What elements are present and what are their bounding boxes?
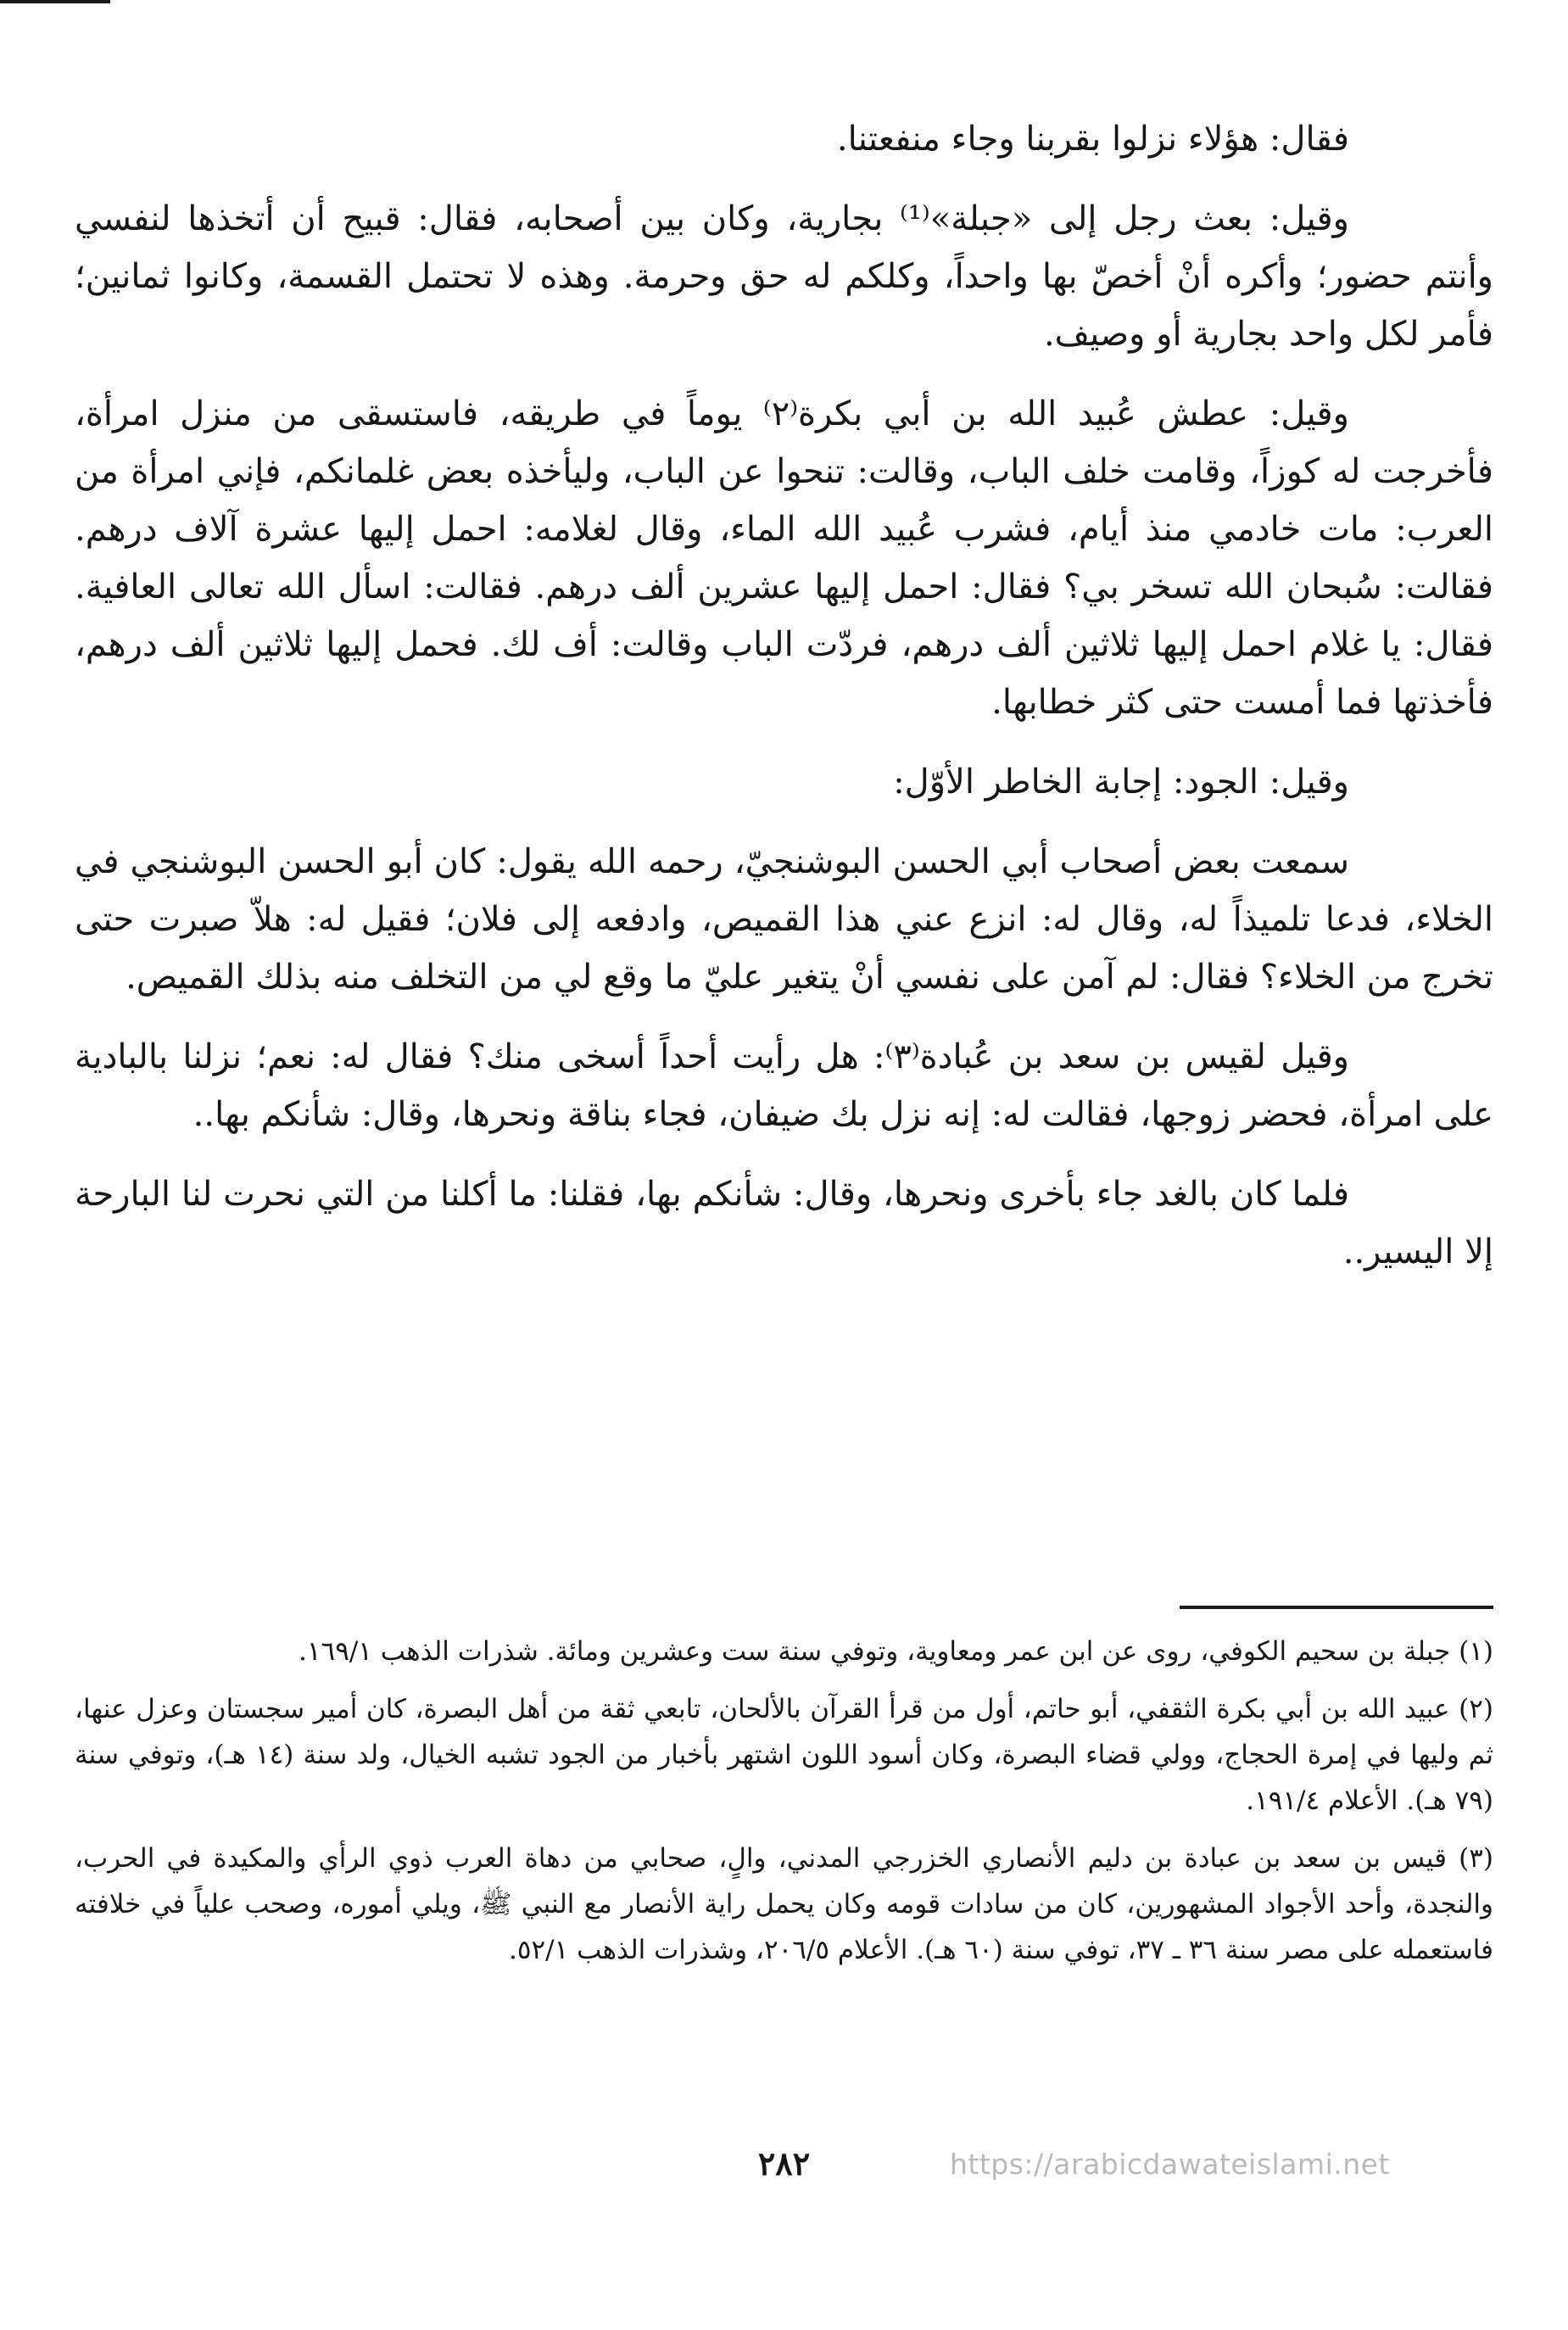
footnote-separator [1180, 1606, 1493, 1609]
footnote-1: (١) جبلة بن سحيم الكوفي، روى عن ابن عمر ومعاوية، وتوفي سنة ست وعشرين ومائة. شذرات الذهب ١٦٩/١. [299, 1636, 1493, 1667]
footnotes [75, 1629, 1493, 1985]
watermark-url: https://arabicdawateislami.net [950, 2148, 1390, 2181]
paragraph-7: فلما كان بالغد جاء بأخرى ونحرها، وقال: شأنكم بها، فقلنا: ما أكلنا من التي نحرت لنا البارحة إلا اليسير.. [75, 1175, 1493, 1271]
top-edge-rule [0, 0, 110, 3]
paragraph-5: سمعت بعض أصحاب أبي الحسن البوشنجيّ، رحمه الله يقول: كان أبو الحسن البوشنجي في الخلاء، فدعا تلميذاً له، وقال له: انزع عني هذا القميص، وادفعه إلى فلان؛ فقيل له: هلاّ صبرت حتى تخرج من الخلاء؟ فقال: لم آمن على نفسي أنْ يتغير عليّ ما وقع لي من التخلف منه بذلك القميص. [75, 842, 1493, 997]
footnote-3: (٣) قيس بن سعد بن عبادة بن دليم الأنصاري الخزرجي المدني، والٍ، صحابي من دهاة العرب ذوي الرأي والمكيدة في الحرب، والنجدة، وأحد الأجواد المشهورين، كان من سادات قومه وكان يحمل راية الأنصار مع النبي ﷺ، ويلي أموره، وصحب علياً في خلافته فاستعمله على مصر سنة ٣٦ ـ ٣٧، توفي سنة (٦٠ هـ). الأعلام ٢٠٦/٥، وشذرات الذهب ٥٢/١. [75, 1843, 1493, 1965]
paragraph-1: فقال: هؤلاء نزلوا بقربنا وجاء منفعتنا. [836, 120, 1349, 159]
page-number: ٢٨٢ [757, 2144, 811, 2182]
footnote-2: (٢) عبيد الله بن أبي بكرة الثقفي، أبو حاتم، أول من قرأ القرآن بالألحان، تابعي ثقة من أهل البصرة، كان أمير سجستان وعزل عنها، ثم وليها في إمرة الحجاج، وولي قضاء البصرة، وكان أسود اللون اشتهر بأخبار من الجود تشبه الخيال، ولد سنة (١٤ هـ)، وتوفي سنة (٧٩ هـ). الأعلام ١٩١/٤. [75, 1694, 1493, 1816]
paragraph-3: وقيل: عطش عُبيد الله بن أبي بكرة⁽٢⁾ يوماً في طريقه، فاستسقى من منزل امرأة، فأخرجت له كوزاً، وقامت خلف الباب، وقالت: تنحوا عن الباب، وليأخذه بعض غلمانكم، فإني امرأة من العرب: مات خادمي منذ أيام، فشرب عُبيد الله الماء، وقال لغلامه: احمل إليها عشرة آلاف درهم. فقالت: سُبحان الله تسخر بي؟ فقال: احمل إليها عشرين ألف درهم. فقالت: اسأل الله تعالى العافية. فقال: يا غلام احمل إليها ثلاثين ألف درهم، فردّت الباب وقالت: أف لك. فحمل إليها ثلاثين ألف درهم، فأخذتها فما أمست حتى كثر خطابها. [75, 394, 1493, 722]
paragraph-6: وقيل لقيس بن سعد بن عُبادة⁽٣⁾: هل رأيت أحداً أسخى منك؟ فقال له: نعم؛ نزلنا بالبادية على امرأة، فحضر زوجها، فقالت له: إنه نزل بك ضيفان، فجاء بناقة ونحرها، وقال: شأنكم بها.. [75, 1037, 1493, 1134]
paragraph-4: وقيل: الجود: إجابة الخاطر الأوّل: [893, 763, 1349, 802]
main-text [75, 110, 1493, 1281]
paragraph-2: وقيل: بعث رجل إلى «جبلة»⁽¹⁾ بجارية، وكان بين أصحابه، فقال: قبيح أن أتخذها لنفسي وأنتم حضور؛ وأكره أنْ أخصّ بها واحداً، وكلكم له حق وحرمة. وهذه لا تحتمل القسمة، وكانوا ثمانين؛ فأمر لكل واحد بجارية أو وصيف. [75, 199, 1493, 354]
page-body [75, 110, 1493, 1303]
